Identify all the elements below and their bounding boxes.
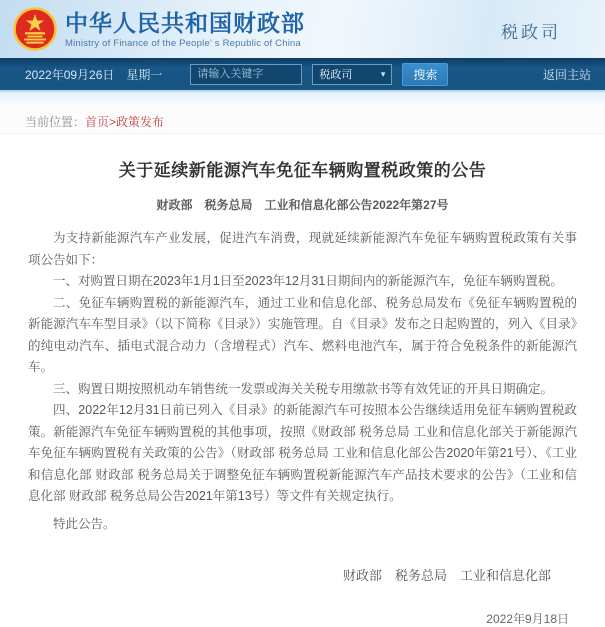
paragraph-item-1: 一、对购置日期在2023年1月1日至2023年12月31日期间内的新能源汽车，免征车辆购置税。 xyxy=(53,274,563,288)
breadcrumb xyxy=(0,109,605,134)
search-category-value: 税政司 xyxy=(319,69,353,81)
return-home-link[interactable]: 返回主站 xyxy=(542,67,591,82)
search-input[interactable] xyxy=(190,64,302,85)
article-date: 2022年9月18日 xyxy=(486,612,569,626)
brand-text xyxy=(65,10,305,49)
signature: 财政部 税务总局 工业和信息化部 xyxy=(342,568,551,583)
site-title: 中华人民共和国财政部 xyxy=(65,9,305,36)
article-body xyxy=(28,228,577,535)
article-title: 关于延续新能源汽车免征车辆购置税政策的公告 xyxy=(118,161,487,180)
paragraph-closing: 特此公告。 xyxy=(53,516,116,531)
breadcrumb-path[interactable]: 首页>政策发布 xyxy=(85,114,165,129)
navbar xyxy=(0,58,605,92)
paragraph-item-2: 二、免征车辆购置税的新能源汽车，通过工业和信息化部、税务总局发布《免征车辆购置税的新能源汽车车型目录》（以下简称《目录》）实施管理。自《目录》发布之日起购置的，列入《目录》的纯电动汽车、插电式混合动力（含增程式）汽车、燃料电池汽车，属于符合免税条件的新能源汽车。 xyxy=(28,295,577,374)
chevron-down-icon: ▾ xyxy=(380,68,386,79)
site-subtitle-en: Ministry of Finance of the People' s Republic of China xyxy=(65,37,301,49)
national-emblem-icon xyxy=(13,7,57,51)
breadcrumb-label: 当前位置： xyxy=(25,114,86,129)
paragraph-item-4: 四、2022年12月31日前已列入《目录》的新能源汽车可按照本公告继续适用免征车辆购置税政策。新能源汽车免征车辆购置税的其他事项，按照《财政部 税务总局 工业和信息化部关于新能源汽车免征车辆购置税有关政策的公告》（财政部 税务总局 工业和信息化部公告2020年第21号）、《工业和信息化部 财政部 税务总局关于调整免征车辆购置税新能源汽车产品技术要求的公告》（工业和信息化部 财政部 税务总局公告2021年第13号）等文件有关规定执行。 xyxy=(28,403,577,503)
header-divider-strip xyxy=(0,92,605,109)
doc-number: 财政部 税务总局 工业和信息化部公告2022年第27号 xyxy=(156,198,449,212)
search-button[interactable]: 搜索 xyxy=(402,63,448,86)
search-group xyxy=(190,63,448,86)
paragraph-item-3: 三、购置日期按照机动车销售统一发票或海关关税专用缴款书等有效凭证的开具日期确定。 xyxy=(53,381,554,396)
search-category-select[interactable] xyxy=(312,64,392,85)
current-date: 2022年09月26日 星期一 xyxy=(25,67,163,82)
site-header xyxy=(0,0,605,58)
site-logo[interactable] xyxy=(0,7,305,51)
article xyxy=(0,134,605,627)
paragraph-intro: 为支持新能源汽车产业发展，促进汽车消费，现就延续新能源汽车免征车辆购置税政策有关事项公告如下： xyxy=(28,231,577,267)
department-name: 税政司 xyxy=(501,22,561,42)
